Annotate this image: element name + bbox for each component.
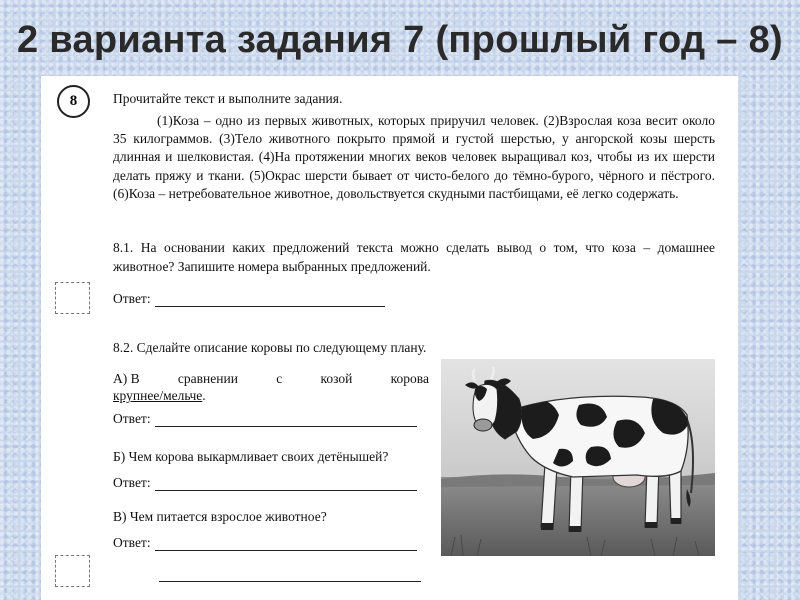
reading-passage: (1)Коза – одно из первых животных, которых приручил человек. (2)Взрослая коза весит около 35 килограммов. (3)Тело животного покрыто прямой и густой шерстью, у ангорской козы шерсть длинная и шелковистая. (4)На протяжении многих веков человек выращивал коз, чтобы из их шерсти делать пряжу и ткани. (5)Окрас шерсти бывает от чисто-белого до тёмно-бурого, чёрного и пёстрого. (6)Коза – нетребовательное животное, довольствуется скудными пастбищами, её легко содержать.: [113, 113, 715, 201]
answer-underline: [155, 292, 385, 307]
question-8-2-a: [113, 370, 429, 404]
answer-8-2-c[interactable]: [113, 535, 417, 551]
answer-8-2-b[interactable]: [113, 475, 417, 491]
answer-underline: [155, 412, 417, 427]
answer-8-1[interactable]: [113, 291, 385, 307]
score-box-8-2[interactable]: [55, 555, 90, 587]
answer-label: Ответ:: [113, 475, 151, 490]
answer-8-2-c-extra-line[interactable]: [113, 567, 421, 582]
answer-label: Ответ:: [113, 535, 151, 550]
question-8-1: 8.1. На основании каких предложений текста можно сделать вывод о том, что коза – домашнее животное? Запишите номера выбранных предложений.: [113, 240, 715, 274]
question-8-2: 8.2. Сделайте описание коровы по следующему плану.: [113, 340, 427, 355]
question-8-2-b: Б) Чем корова выкармливает своих детёнышей?: [113, 449, 389, 464]
qa-word: с: [276, 371, 283, 386]
question-8-2-c: В) Чем питается взрослое животное?: [113, 509, 327, 524]
worksheet-page: [41, 76, 738, 600]
score-box-8-1[interactable]: [55, 282, 90, 314]
qa-word: А) В: [113, 371, 140, 386]
answer-underline: [155, 536, 417, 551]
cow-photo: [441, 359, 715, 556]
qa-word: козой: [320, 371, 353, 386]
task-number-badge: 8: [57, 85, 90, 118]
qa-word: сравнении: [177, 371, 238, 386]
task-instruction: Прочитайте текст и выполните задания.: [113, 91, 343, 106]
answer-8-2-a[interactable]: [113, 411, 417, 427]
answer-label: Ответ:: [113, 291, 151, 306]
cow-illustration: [441, 359, 715, 556]
qa-choice: крупнее/мельче: [113, 388, 203, 403]
qa-word: корова: [390, 371, 429, 386]
answer-underline: [155, 476, 417, 491]
answer-underline: [159, 567, 421, 582]
answer-label: Ответ:: [113, 411, 151, 426]
slide-title: 2 варианта задания 7 (прошлый год – 8): [17, 19, 783, 61]
qa-period: .: [202, 388, 206, 403]
